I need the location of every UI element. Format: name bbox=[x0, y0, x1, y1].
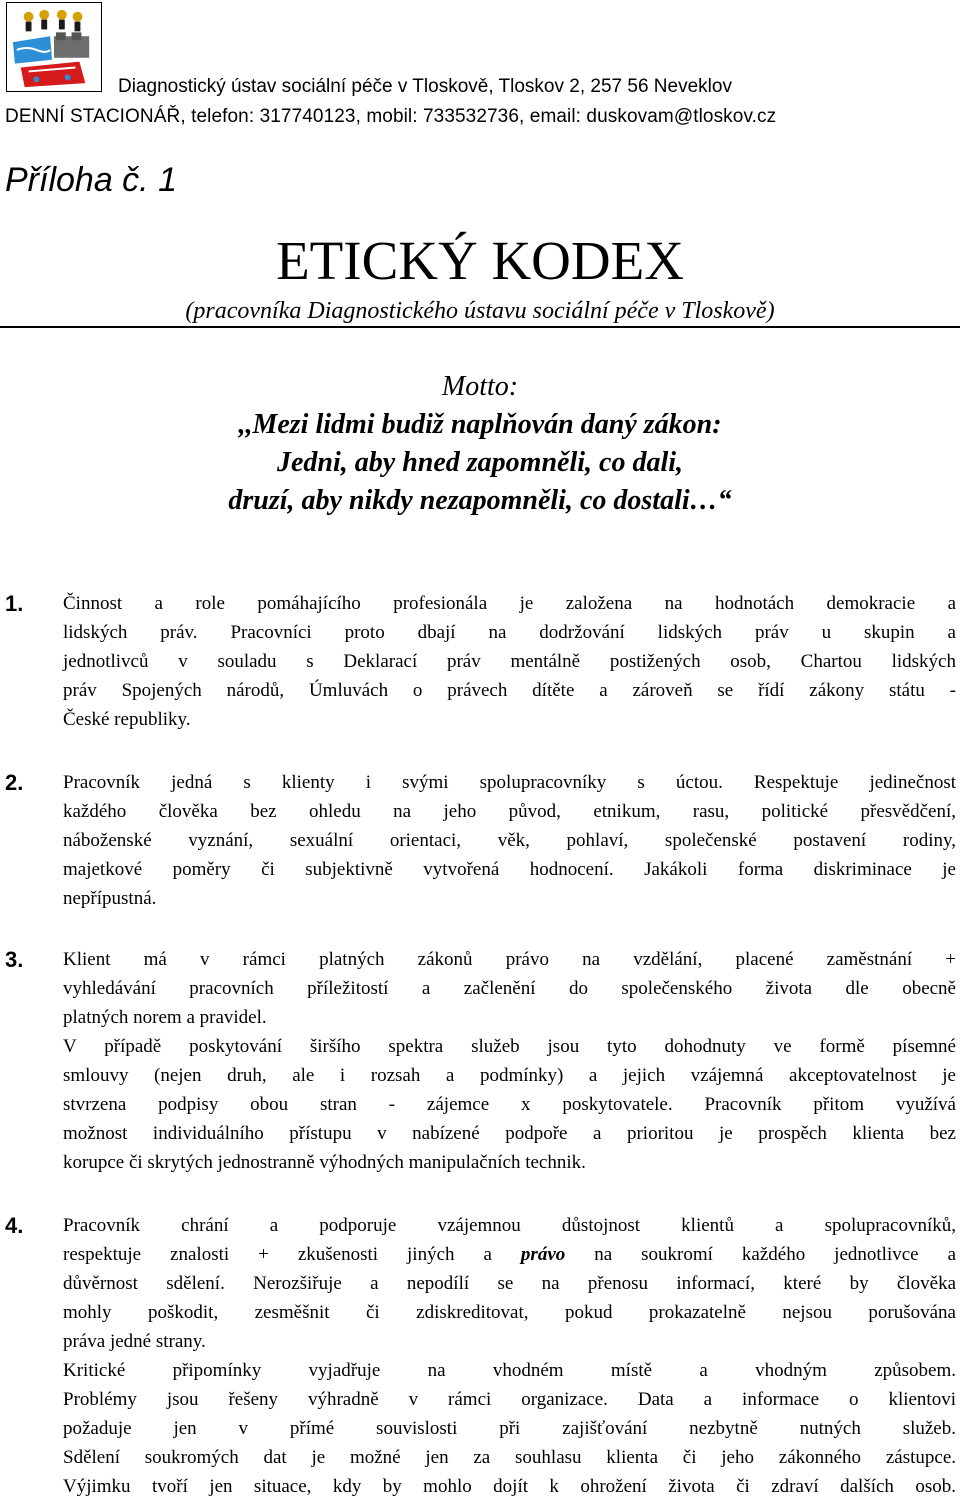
text-line: důvěrnost sdělení. Nerozšiřuje a nepodílí se na přenosu informací, které by člověka bbox=[63, 1273, 956, 1294]
title-divider bbox=[0, 326, 960, 328]
text-fragment: respektuje znalosti + zkušenosti jiných a bbox=[63, 1244, 492, 1265]
text-line: V případě poskytování širšího spektra služeb jsou tyto dohodnuty ve formě písemné bbox=[63, 1036, 956, 1057]
motto-line: ,,Mezi lidmi budiž naplňován daný zákon: bbox=[238, 409, 722, 440]
attachment-label: Příloha č. 1 bbox=[5, 161, 177, 199]
text-line: lidských práv. Pracovníci proto dbají na dodržování lidských práv u skupin a bbox=[63, 622, 956, 643]
motto-line: Jedni, aby hned zapomněli, co dali, bbox=[277, 447, 683, 478]
text-fragment: na soukromí každého jednotlivce a bbox=[594, 1244, 957, 1265]
section-text bbox=[63, 1211, 956, 1501]
text-line: platných norem a pravidel. bbox=[63, 1007, 267, 1028]
institution-address: Diagnostický ústav sociální péče v Tloskově, Tloskov 2, 257 56 Neveklov bbox=[118, 76, 732, 97]
text-line: Pracovník jedná s klienty i svými spolupracovníky s úctou. Respektuje jedinečnost bbox=[63, 772, 956, 793]
text-line: Problémy jsou řešeny výhradně v rámci organizace. Data a informace o klientovi bbox=[63, 1389, 956, 1410]
section-text bbox=[63, 768, 956, 913]
text-line: majetkové poměry či subjektivně vytvořená hodnocení. Jakákoli forma diskriminace je bbox=[63, 859, 956, 880]
emphasis-word: právo bbox=[520, 1244, 566, 1265]
contact-line: DENNÍ STACIONÁŘ, telefon: 317740123, mobil: 733532736, email: duskovam@tloskov.cz bbox=[5, 106, 777, 127]
text-line: korupce či skrytých jednostranně výhodných manipulačních technik. bbox=[63, 1152, 586, 1173]
text-line-with-emphasis bbox=[63, 1240, 956, 1269]
motto-line: druzí, aby nikdy nezapomněli, co dostali…“ bbox=[228, 485, 732, 516]
section-number: 3. bbox=[5, 947, 24, 972]
section-number: 2. bbox=[5, 770, 24, 795]
motto-quote bbox=[0, 406, 960, 520]
text-line: práva jedné strany. bbox=[63, 1331, 206, 1352]
section-text bbox=[63, 945, 956, 1177]
text-line: požaduje jen v přímé souvislosti při zajišťování nezbytně nutných služeb. bbox=[63, 1418, 956, 1439]
section-number: 1. bbox=[5, 591, 24, 616]
logo-drawing-icon bbox=[7, 3, 101, 91]
text-line: vyhledávání pracovních příležitostí a začlenění do společenského života dle obecně bbox=[63, 978, 956, 999]
text-line: každého člověka bez ohledu na jeho původ, etnikum, rasu, politické přesvědčení, bbox=[63, 801, 956, 822]
document-subtitle: (pracovníka Diagnostického ústavu sociální péče v Tloskově) bbox=[185, 298, 775, 324]
text-line: stvrzena podpisy obou stran - zájemce x poskytovatele. Pracovník přitom využívá bbox=[63, 1094, 956, 1115]
text-line: nepřípustná. bbox=[63, 888, 157, 909]
text-line: náboženské vyznání, sexuální orientaci, věk, pohlaví, společenské postavení rodiny, bbox=[63, 830, 956, 851]
text-line: Sdělení soukromých dat je možné jen za souhlasu klienta či jeho zákonného zástupce. bbox=[63, 1447, 956, 1468]
section-number: 4. bbox=[5, 1213, 24, 1238]
text-line: práv Spojených národů, Úmluvách o právech dítěte a zároveň se řídí zákony státu - bbox=[63, 680, 956, 701]
text-line: Kritické připomínky vyjadřuje na vhodném místě a vhodným způsobem. bbox=[63, 1360, 956, 1381]
text-line: jednotlivců v souladu s Deklarací práv mentálně postižených osob, Chartou lidských bbox=[63, 651, 956, 672]
text-line: Pracovník chrání a podporuje vzájemnou důstojnost klientů a spolupracovníků, bbox=[63, 1215, 956, 1236]
document-title: ETICKÝ KODEX bbox=[276, 230, 684, 291]
motto-label: Motto: bbox=[441, 371, 519, 402]
text-line: možnost individuálního přístupu v nabízené podpoře a prioritou je prospěch klienta bez bbox=[63, 1123, 956, 1144]
text-line: Výjimku tvoří jen situace, kdy by mohlo dojít k ohrožení života či zdraví dalších osob. bbox=[63, 1476, 956, 1497]
text-line: Činnost a role pomáhajícího profesionála je založena na hodnotách demokracie a bbox=[63, 593, 956, 614]
text-line: České republiky. bbox=[63, 709, 191, 730]
section-text bbox=[63, 589, 956, 734]
text-line: smlouvy (nejen druh, ale i rozsah a podmínky) a jejich vzájemná akceptovatelnost je bbox=[63, 1065, 956, 1086]
text-line: mohly poškodit, zesměšnit či zdiskreditovat, pokud prokazatelně nejsou porušována bbox=[63, 1302, 956, 1323]
institution-logo bbox=[6, 2, 102, 92]
text-line: Klient má v rámci platných zákonů právo na vzdělání, placené zaměstnání + bbox=[63, 949, 956, 970]
